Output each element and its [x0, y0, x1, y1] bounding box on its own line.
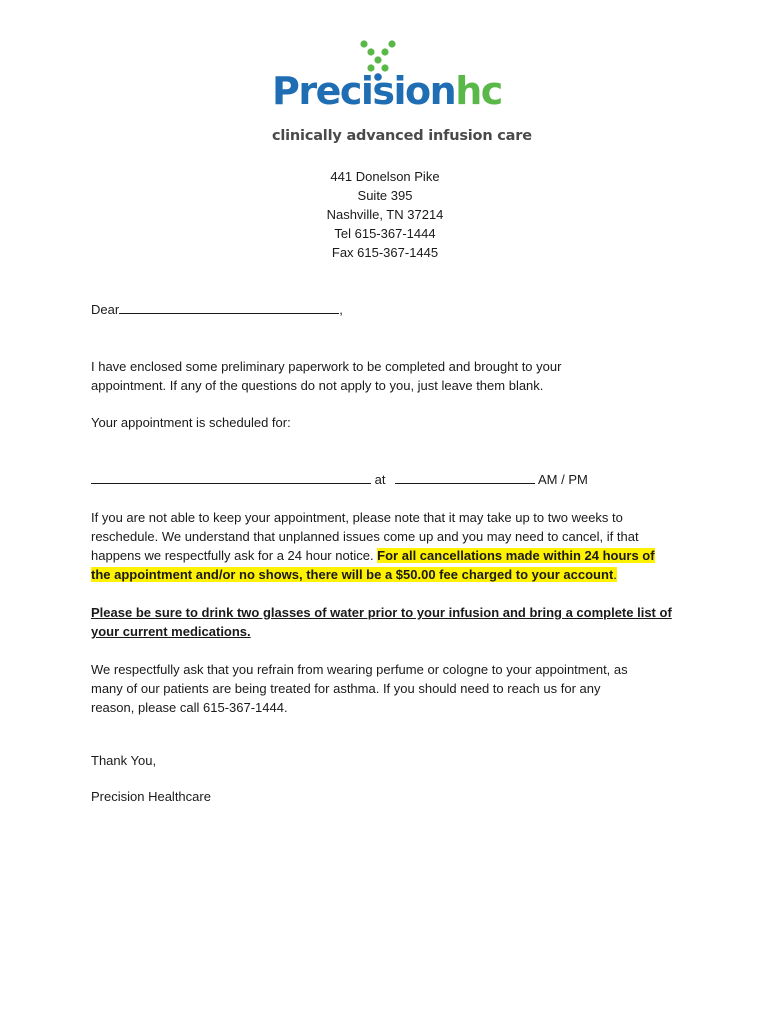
salutation-word: Dear: [91, 302, 120, 317]
at-label: at: [374, 472, 386, 487]
water-instructions: [91, 603, 691, 641]
salutation: [91, 300, 691, 319]
paragraph-line: If you are not able to keep your appointment, please note that it may take up to two weeks to: [91, 510, 623, 525]
paragraph-line: reason, please call 615-367-1444.: [91, 700, 288, 715]
logo-wordmark-precision: Precision: [272, 69, 456, 113]
address-city: Nashville, TN 37214: [326, 207, 444, 222]
date-blank[interactable]: [91, 471, 371, 484]
logo-wordmark: [272, 69, 502, 113]
address-suite: Suite 395: [357, 188, 413, 203]
salutation-comma: ,: [339, 302, 343, 317]
ampm-label: AM / PM: [538, 472, 588, 487]
water-line: Please be sure to drink two glasses of water prior to your infusion and bring a complete list of: [91, 605, 672, 620]
appointment-time-line: [91, 470, 691, 489]
cancellation-period: .: [613, 567, 617, 582]
paragraph-line: We respectfully ask that you refrain from wearing perfume or cologne to your appointment, as: [91, 662, 628, 677]
scheduled-line: [91, 413, 691, 432]
paragraph-line: appointment. If any of the questions do not apply to you, just leave them blank.: [91, 378, 544, 393]
paragraph-cancellation: [91, 508, 691, 584]
address-tel: Tel 615-367-1444: [334, 226, 436, 241]
time-blank[interactable]: [395, 471, 535, 484]
water-line: your current medications.: [91, 624, 251, 639]
signature-line: Precision Healthcare: [91, 789, 211, 804]
paragraph-line-plain: happens we respectfully ask for a 24 hour notice.: [91, 548, 378, 563]
address-fax: Fax 615-367-1445: [331, 245, 439, 260]
paragraph-line: many of our patients are being treated for asthma. If you should need to reach us for any: [91, 681, 601, 696]
paragraph-paperwork: [91, 357, 691, 395]
logo-tagline: clinically advanced infusion care: [272, 128, 532, 144]
closing-line: Thank You,: [91, 753, 157, 768]
closing: [91, 751, 691, 770]
address-block: [285, 167, 485, 262]
paragraph-line: reschedule. We understand that unplanned issues come up and you may need to cancel, if that: [91, 529, 639, 544]
signature: [91, 787, 691, 806]
scheduled-label: Your appointment is scheduled for:: [91, 415, 291, 430]
precision-hc-logo: [268, 40, 532, 150]
logo-wordmark-hc: hc: [455, 69, 502, 113]
paragraph-fragrance: [91, 660, 691, 717]
paragraph-line: I have enclosed some preliminary paperwork to be completed and brought to your: [91, 359, 562, 374]
name-blank[interactable]: [119, 301, 339, 314]
address-street: 441 Donelson Pike: [330, 169, 440, 184]
cancellation-fee-highlight: the appointment and/or no shows, there will be a $50.00 fee charged to your account: [91, 567, 614, 582]
cancellation-fee-highlight: For all cancellations made within 24 hours of: [377, 548, 655, 563]
